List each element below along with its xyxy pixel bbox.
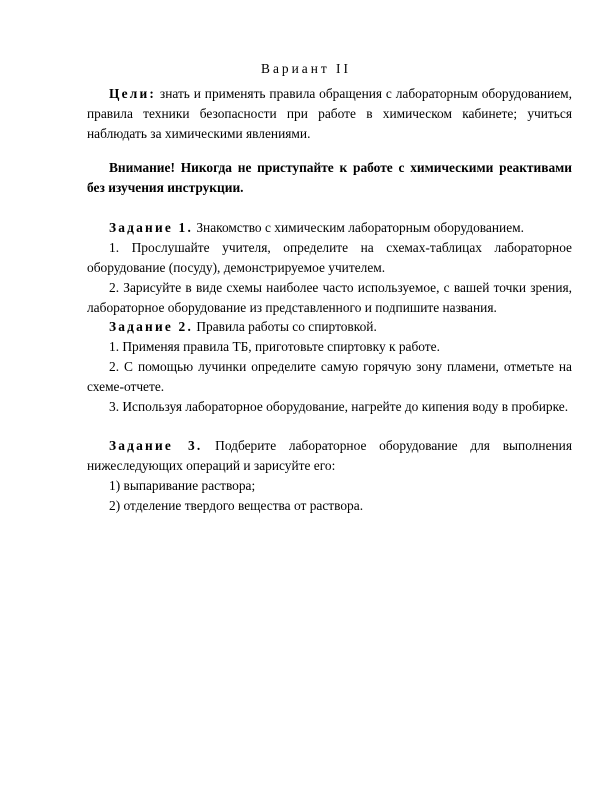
task3-label: Задание 3. [109,438,203,453]
task1-heading [87,218,572,238]
task1-section [87,218,572,318]
task2-item: 2. С помощью лучинки определите самую горячую зону пламени, отметьте на схеме-отчете. [87,359,572,394]
page-title: Вариант II [261,61,351,76]
task2-title: Правила работы со спиртовкой. [193,319,377,334]
warning-text: Внимание! Никогда не приступайте к работе с химическими реактивами без изучения инструкции. [87,160,572,195]
task3-section [87,436,572,516]
task3-title: Подберите лабораторное оборудование для выполнения нижеследующих операций и зарисуйте его: [87,438,573,473]
task1-label: Задание 1. [109,220,193,235]
goals-section [87,84,572,144]
goals-text: знать и применять правила обращения с лабораторным оборудованием, правила техники безопасности при работе в химическом кабинете; учиться наблюдать за химическими явлениями. [87,86,572,141]
task1-title: Знакомство с химическим лабораторным оборудованием. [193,220,524,235]
task2-item: 1. Применяя правила ТБ, приготовьте спиртовку к работе. [109,339,440,354]
task1-item: 1. Прослушайте учителя, определите на схемах-таблицах лабораторное оборудование (посуду), демонстрируемое учителем. [87,240,572,275]
task2-section [87,317,572,417]
task1-item: 2. Зарисуйте в виде схемы наиболее часто используемое, с вашей точки зрения, лабораторное оборудование из представленного и подпишите названия. [87,280,572,315]
task2-heading [87,317,572,337]
warning-section [87,158,572,198]
goals-paragraph [87,84,572,144]
task2-label: Задание 2. [109,319,193,334]
task3-heading [87,436,572,476]
goals-label: Цели: [109,86,157,101]
task3-item: 2) отделение твердого вещества от раствора. [109,498,364,513]
task3-item: 1) выпаривание раствора; [109,478,256,493]
task2-item: 3. Используя лабораторное оборудование, нагрейте до кипения воду в пробирке. [109,399,569,414]
